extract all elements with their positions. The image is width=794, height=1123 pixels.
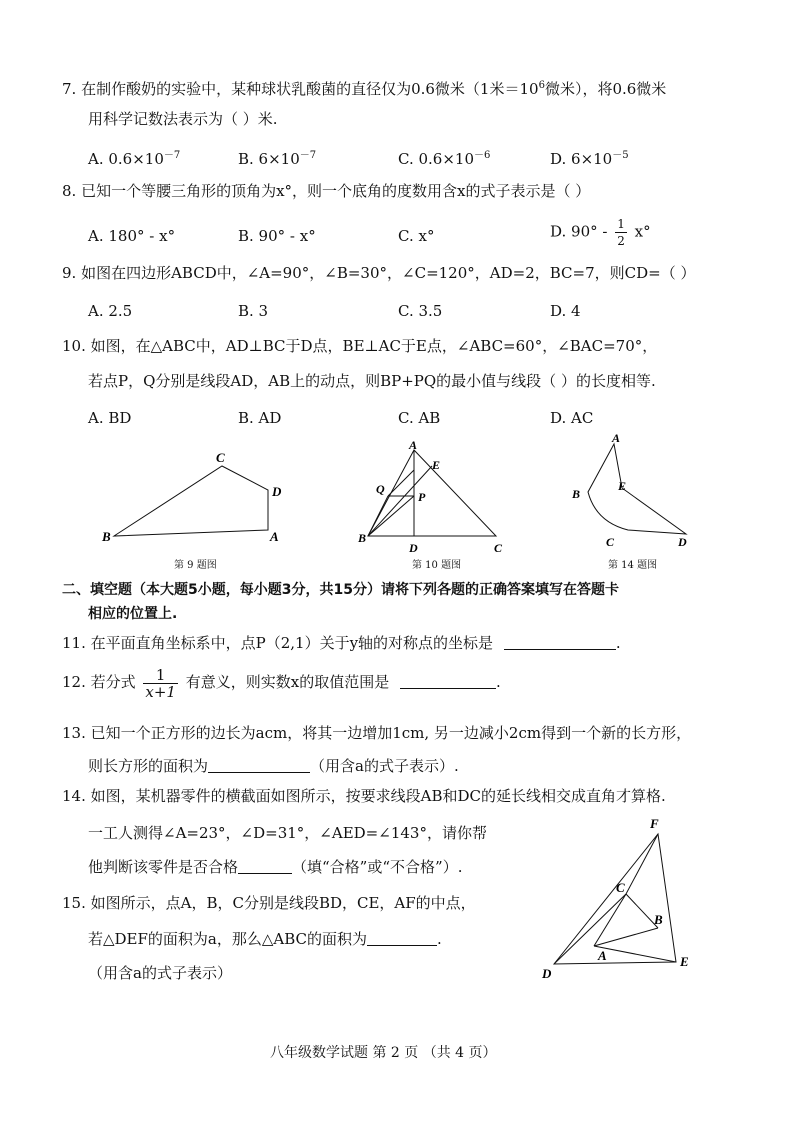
q10-option-c: C. AB	[398, 409, 441, 427]
fig15-label-e: E	[680, 954, 689, 969]
fig15-label-c: C	[616, 880, 625, 895]
fig14-label-c: C	[606, 535, 615, 548]
q10-option-a: A. BD	[88, 409, 132, 427]
q13-line2: 则长方形的面积为 （用含a的式子表示）.	[88, 757, 459, 775]
q8-option-b: B. 90° - x°	[238, 227, 316, 245]
fig14-label-e: E	[618, 479, 627, 493]
figure-14	[566, 430, 696, 548]
q14-line2: 一工人测得∠A=23°，∠D=31°，∠AED=∠143°，请你帮	[88, 824, 487, 842]
figure-9	[100, 448, 300, 548]
figure-15	[536, 812, 706, 984]
fig9-caption: 第 9 题图	[174, 560, 217, 571]
fig15-label-f: F	[650, 816, 659, 831]
q8-line1: 8. 已知一个等腰三角形的顶角为x°，则一个底角的度数用含x的式子表示是（ ）	[62, 182, 591, 200]
fig10-label-b: B	[358, 531, 367, 545]
q13-answer-blank	[208, 758, 310, 773]
q9-option-a: A. 2.5	[88, 302, 133, 320]
q7-option-b: B. $6\times 10^{-7}$	[238, 150, 317, 168]
fig14-label-a: A	[612, 431, 621, 445]
q7-option-a: A. $0.6\times 10^{-7}$	[88, 150, 181, 168]
section2-heading-line2: 相应的位置上.	[88, 606, 178, 622]
fig14-caption: 第 14 题图	[608, 560, 658, 571]
q7-line1: 7. 在制作酸奶的实验中，某种球状乳酸菌的直径仅为0.6微米（1米$=10^6$微米），将0.6微米	[62, 80, 667, 98]
fig15-label-d: D	[542, 966, 552, 981]
fig14-label-d: D	[678, 535, 687, 548]
q12-answer-blank	[400, 674, 496, 689]
q8-option-d: D. 90° - $\frac{1}{2}$ x°	[550, 217, 651, 248]
fig10-label-d: D	[409, 541, 418, 555]
fig15-label-a: A	[598, 948, 607, 963]
q14-answer-blank	[238, 859, 292, 874]
fig10-label-q: Q	[376, 482, 385, 496]
figure-10	[354, 440, 514, 555]
q7-line2: 用科学记数法表示为（ ）米.	[88, 110, 278, 128]
q14-line1: 14. 如图，某机器零件的横截面如图所示，按要求线段AB和DC的延长线相交成直角才算格.	[62, 787, 666, 805]
q9-option-d: D. 4	[550, 302, 581, 320]
q10-option-d: D. AC	[550, 409, 594, 427]
q11-answer-blank	[504, 635, 616, 650]
q8-option-a: A. 180° - x°	[88, 227, 176, 245]
q15-line1: 15. 如图所示，点A，B，C分别是线段BD，CE，AF的中点，	[62, 894, 476, 912]
q11-line: 11. 在平面直角坐标系中，点P（2,1）关于y轴的对称点的坐标是 .	[62, 634, 621, 652]
page-footer: 八年级数学试题 第 2 页 （共 4 页）	[270, 1045, 497, 1061]
q8-option-c: C. x°	[398, 227, 435, 245]
fig10-label-a: A	[409, 440, 418, 452]
fig9-label-a: A	[270, 529, 279, 544]
q9-line1: 9. 如图在四边形ABCD中，∠A=90°，∠B=30°，∠C=120°，AD=2，BC=7，则CD=（ ）	[62, 264, 696, 282]
fig10-label-p: P	[418, 490, 426, 504]
q10-line2: 若点P，Q分别是线段AD，AB上的动点，则BP+PQ的最小值与线段（ ）的长度相等.	[88, 372, 656, 390]
fig10-label-e: E	[432, 458, 441, 472]
q10-option-b: B. AD	[238, 409, 282, 427]
q12-line: 12. 若分式 $\frac{1}{x+1}$ 有意义，则实数x的取值范围是 .	[62, 665, 501, 701]
fig9-label-b: B	[102, 529, 111, 544]
q10-line1: 10. 如图，在△ABC中，AD⊥BC于D点，BE⊥AC于E点，∠ABC=60°，∠BAC=70°，	[62, 337, 658, 355]
q15-line2: 若△DEF的面积为a，那么△ABC的面积为 .	[88, 930, 442, 948]
q15-answer-blank	[367, 931, 437, 946]
fig9-label-c: C	[216, 450, 225, 465]
fig10-caption: 第 10 题图	[412, 560, 462, 571]
q7-option-c: C. $0.6\times 10^{-6}$	[398, 150, 491, 168]
q15-line3: （用含a的式子表示）	[88, 964, 232, 982]
q9-option-b: B. 3	[238, 302, 269, 320]
q14-line3: 他判断该零件是否合格 （填“合格”或“不合格”）.	[88, 858, 463, 876]
fig14-label-b: B	[572, 487, 581, 501]
fig10-label-c: C	[494, 541, 503, 555]
fig15-label-b: B	[654, 912, 663, 927]
q7-option-d: D. $6\times 10^{-5}$	[550, 150, 629, 168]
fig9-label-d: D	[272, 484, 282, 499]
q9-option-c: C. 3.5	[398, 302, 443, 320]
section2-heading-line1: 二、填空题（本大题5小题，每小题3分，共15分）请将下列各题的正确答案填写在答题卡	[62, 582, 619, 598]
q13-line1: 13. 已知一个正方形的边长为acm，将其一边增加1cm, 另一边减小2cm得到一个新的长方形，	[62, 724, 692, 742]
